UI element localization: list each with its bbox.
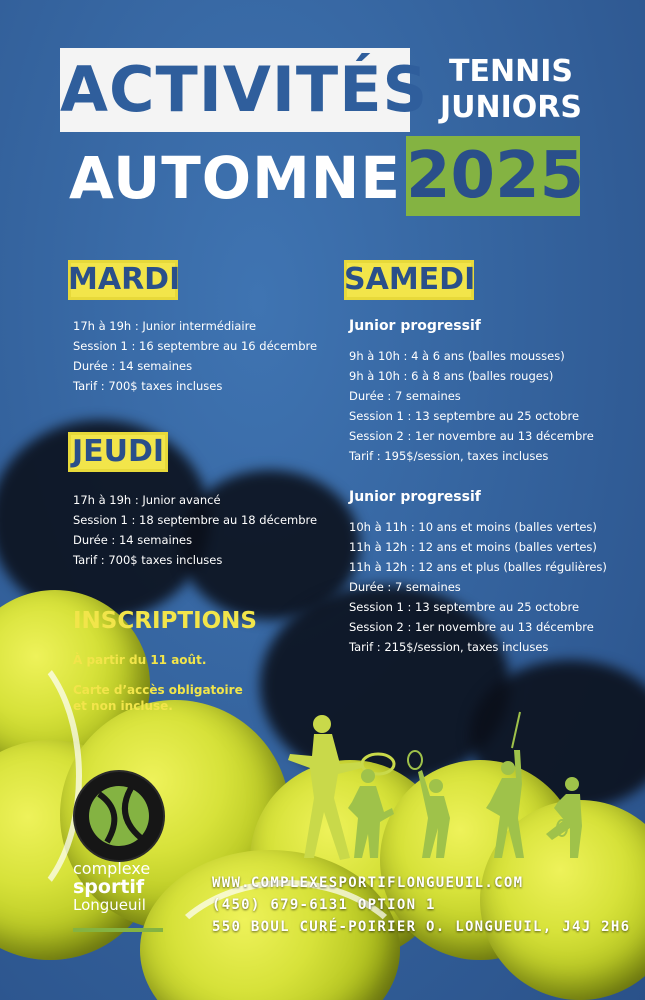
schedule-line: Session 2 : 1er novembre au 13 décembre	[349, 620, 594, 634]
inscriptions-date: À partir du 11 août.	[73, 653, 207, 667]
title-year: 2025	[406, 136, 580, 216]
phone-number: (450) 679-6131 OPTION 1	[212, 897, 436, 913]
spacer	[73, 668, 243, 682]
schedule-line: 11h à 12h : 12 ans et moins (balles vertes)	[349, 540, 597, 554]
schedule-line: 9h à 10h : 4 à 6 ans (balles mousses)	[349, 349, 565, 363]
title-tennis: TENNIS	[449, 54, 573, 89]
website-link[interactable]: WWW.COMPLEXESPORTIFLONGUEUIL.COM	[212, 875, 524, 891]
logo-line-1: complexe	[73, 859, 151, 878]
logo-circle	[73, 770, 165, 862]
schedule-line: 11h à 12h : 12 ans et plus (balles régulières)	[349, 560, 607, 574]
logo-underline	[73, 928, 163, 932]
logo-line-2: sportif	[73, 876, 145, 898]
day-label-jeudi: JEUDI	[68, 432, 168, 472]
schedule-line: Tarif : 700$ taxes incluses	[73, 379, 223, 393]
player-silhouette-5	[546, 777, 582, 858]
schedule-line: Tarif : 700$ taxes incluses	[73, 553, 223, 567]
logo-ball-icon	[75, 772, 163, 860]
player-silhouette-4	[486, 712, 524, 858]
group-title: Junior progressif	[349, 318, 481, 334]
inscriptions-note: et non incluse.	[73, 699, 173, 713]
schedule-line: Session 1 : 16 septembre au 16 décembre	[73, 339, 318, 353]
schedule-line: Tarif : 195$/session, taxes incluses	[349, 449, 549, 463]
samedi-group-1	[349, 316, 594, 466]
mardi-schedule	[73, 316, 317, 396]
player-silhouettes	[280, 708, 600, 878]
address: 550 BOUL CURÉ-POIRIER O. LONGUEUIL, J4J 2H6	[212, 919, 631, 935]
title-activites: ACTIVITÉS	[60, 48, 410, 132]
day-label-mardi: MARDI	[68, 260, 178, 300]
inscriptions-title: INSCRIPTIONS	[73, 608, 257, 634]
inscriptions-note: Carte d’accès obligatoire	[73, 683, 243, 697]
day-label-samedi: SAMEDI	[344, 260, 474, 300]
jeudi-schedule	[73, 490, 317, 570]
title-tennis-juniors	[426, 54, 596, 126]
logo-text	[73, 860, 150, 914]
schedule-line: 17h à 19h : Junior avancé	[73, 493, 221, 507]
schedule-line: Durée : 14 semaines	[73, 359, 193, 373]
schedule-line: 9h à 10h : 6 à 8 ans (balles rouges)	[349, 369, 554, 383]
schedule-line: 10h à 11h : 10 ans et moins (balles vertes)	[349, 520, 597, 534]
player-silhouette-2	[348, 769, 394, 858]
group-title: Junior progressif	[349, 489, 481, 505]
schedule-line: Durée : 14 semaines	[73, 533, 193, 547]
schedule-line: Session 1 : 13 septembre au 25 octobre	[349, 409, 580, 423]
schedule-line: Tarif : 215$/session, taxes incluses	[349, 640, 549, 654]
player-silhouette-3	[408, 751, 450, 858]
schedule-line: Session 1 : 18 septembre au 18 décembre	[73, 513, 318, 527]
title-season: AUTOMNE	[69, 144, 401, 212]
schedule-line: 17h à 19h : Junior intermédiaire	[73, 319, 257, 333]
inscriptions-details	[73, 652, 243, 714]
schedule-line: Durée : 7 semaines	[349, 389, 461, 403]
schedule-line: Durée : 7 semaines	[349, 580, 461, 594]
contact-block	[212, 872, 630, 938]
title-juniors: JUNIORS	[439, 90, 582, 125]
schedule-line: Session 1 : 13 septembre au 25 octobre	[349, 600, 580, 614]
schedule-line: Session 2 : 1er novembre au 13 décembre	[349, 429, 594, 443]
samedi-group-2	[349, 487, 607, 657]
logo-line-3: Longueuil	[73, 896, 146, 914]
